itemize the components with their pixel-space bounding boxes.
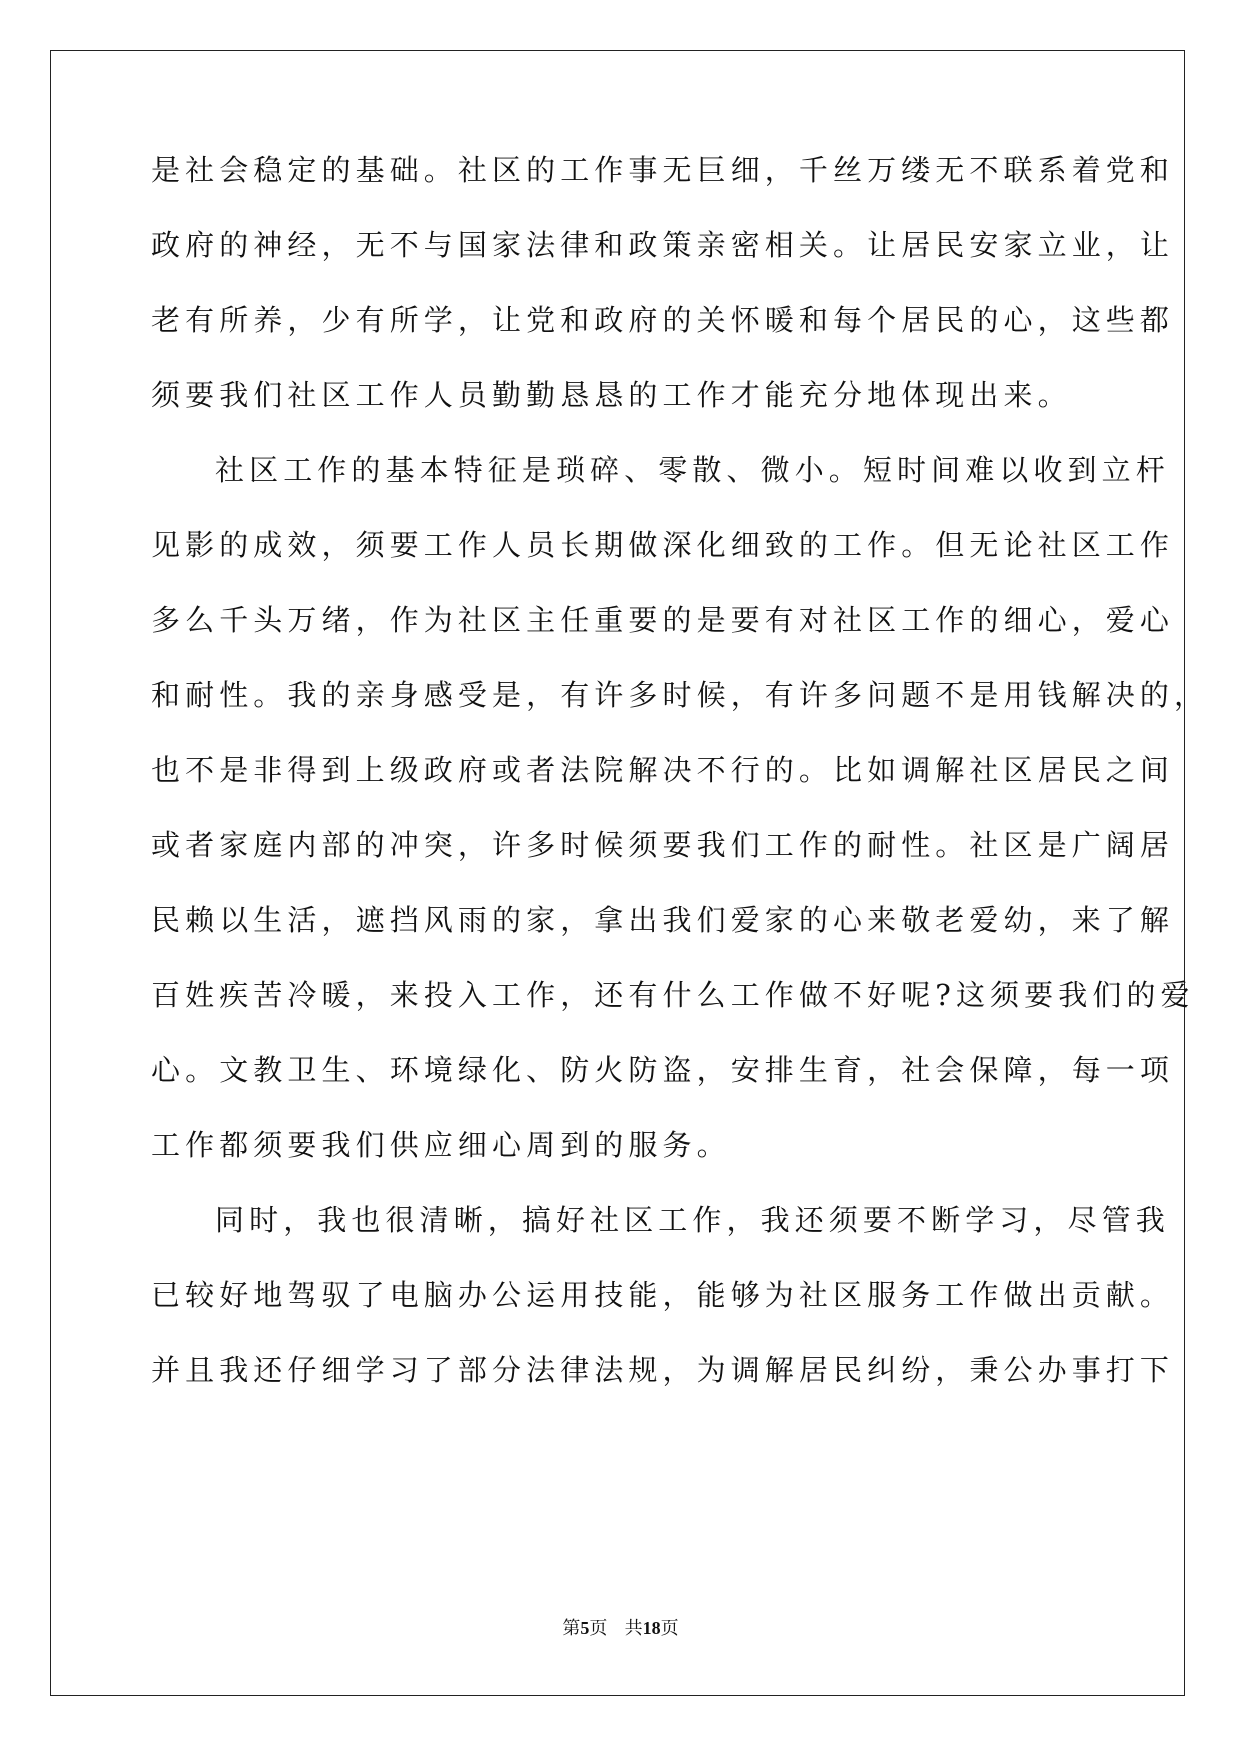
page-border [50,50,1185,1696]
text-line: 须要我们社区工作人员勤勤恳恳的工作才能充分地体现出来。 [151,378,1072,412]
text-line: 工作都须要我们供应细心周到的服务。 [151,1128,731,1162]
text-line: 老有所养，少有所学，让党和政府的关怀暖和每个居民的心，这些都 [151,303,1175,337]
text-line: 政府的神经，无不与国家法律和政策亲密相关。让居民安家立业，让 [151,228,1175,262]
text-line: 也不是非得到上级政府或者法院解决不行的。比如调解社区居民之间 [151,753,1175,787]
paragraph-first-line: 同时，我也很清晰，搞好社区工作，我还须要不断学习，尽管我 [215,1203,1170,1237]
page-suffix: 页 [589,1618,608,1639]
total-prefix: 共 [624,1618,643,1639]
page-prefix: 第 [562,1618,581,1639]
text-line: 民赖以生活，遮挡风雨的家，拿出我们爱家的心来敬老爱幼，来了解 [151,903,1175,937]
text-line: 或者家庭内部的冲突，许多时候须要我们工作的耐性。社区是广阔居 [151,828,1175,862]
text-line: 见影的成效，须要工作人员长期做深化细致的工作。但无论社区工作 [151,528,1175,562]
text-line: 是社会稳定的基础。社区的工作事无巨细，千丝万缕无不联系着党和 [151,153,1175,187]
text-line: 已较好地驾驭了电脑办公运用技能，能够为社区服务工作做出贡献。 [151,1278,1175,1312]
total-pages: 18 [642,1618,661,1638]
text-line: 多么千头万绪，作为社区主任重要的是要有对社区工作的细心，爱心 [151,603,1175,637]
total-suffix: 页 [660,1618,679,1639]
text-line: 百姓疾苦冷暖，来投入工作，还有什么工作做不好呢?这须要我们的爱 [151,978,1195,1012]
text-line: 心。文教卫生、环境绿化、防火防盗，安排生育，社会保障，每一项 [151,1053,1175,1087]
paragraph-first-line: 社区工作的基本特征是琐碎、零散、微小。短时间难以收到立杆 [215,453,1170,487]
page-footer [0,1616,1241,1641]
page-number: 5 [580,1618,590,1638]
text-line: 和耐性。我的亲身感受是，有许多时候，有许多问题不是用钱解决的， [151,678,1209,712]
text-line: 并且我还仔细学习了部分法律法规，为调解居民纠纷，秉公办事打下 [151,1353,1175,1387]
